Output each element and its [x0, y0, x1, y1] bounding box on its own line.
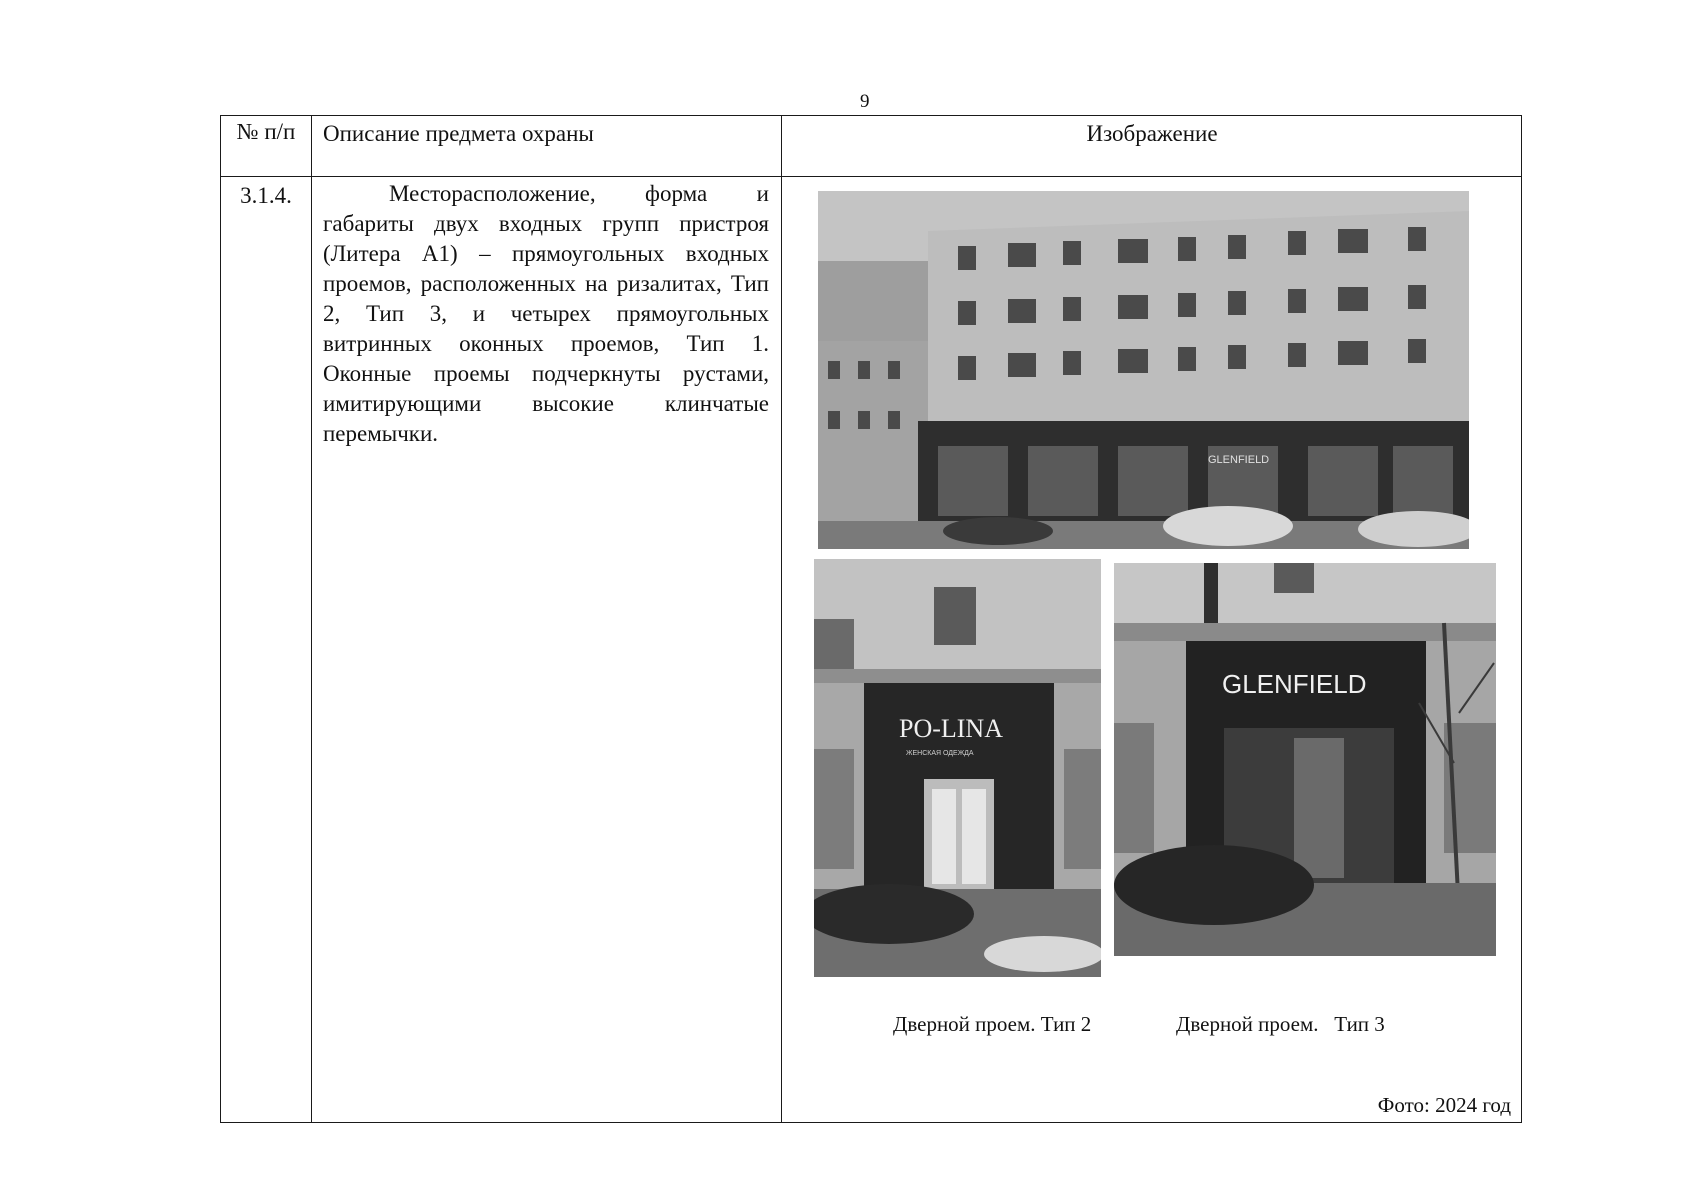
- door-type3-photo: [1114, 563, 1496, 956]
- door-type2-photo: [814, 559, 1101, 977]
- protection-table: [220, 115, 1522, 1123]
- po-lina-sign-subtext: ЖЕНСКАЯ ОДЕЖДА: [906, 750, 974, 757]
- po-lina-sign-text: PO-LINA: [899, 714, 1003, 743]
- caption-door-type2: Дверной проем. Тип 2: [893, 1012, 1092, 1036]
- facade-sign-text: GLENFIELD: [1208, 454, 1270, 466]
- photo-year-note: Фото: 2024 год: [1377, 1093, 1511, 1117]
- header-divider: [221, 176, 1521, 177]
- caption-door-type3: Дверной проем. Тип 3: [1176, 1012, 1385, 1036]
- row-number: 3.1.4.: [240, 183, 292, 208]
- glenfield-sign-text: GLENFIELD: [1222, 669, 1367, 699]
- page-number: 9: [860, 91, 870, 112]
- header-description: Описание предмета охраны: [323, 121, 594, 146]
- header-number: № п/п: [236, 119, 296, 144]
- column-divider: [311, 116, 312, 1122]
- column-divider: [781, 116, 782, 1122]
- row-description: Месторасположение, форма и габариты двух входных групп пристроя (Литера А1) – прямоугольных входных проемов, расположенных на ризалитах, Тип 2, Тип 3, и четырех прямоугольных витринных оконных проемов, Тип 1. Оконные проемы подчеркнуты рустами, имитирующими высокие клинчатые перемычки.: [323, 181, 769, 446]
- header-image: Изображение: [1086, 121, 1218, 146]
- facade-photo: [818, 191, 1469, 549]
